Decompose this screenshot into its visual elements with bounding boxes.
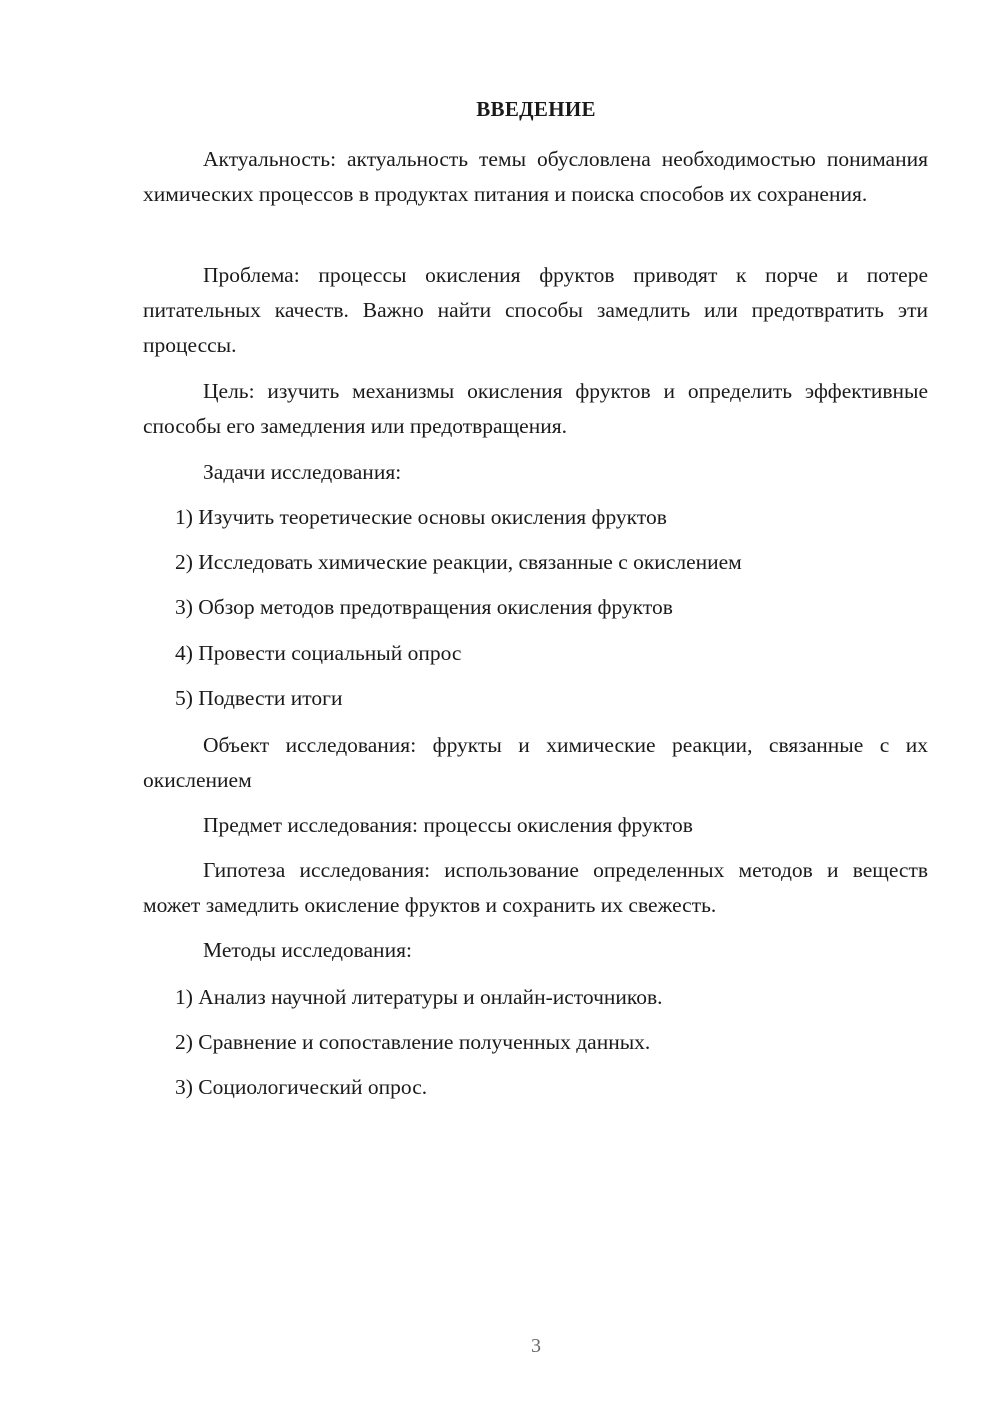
method-item: 1) Анализ научной литературы и онлайн-источников. (175, 985, 663, 1009)
method-item: 3) Социологический опрос. (175, 1075, 428, 1099)
subject-line: Предмет исследования: процессы окисления фруктов (203, 813, 693, 837)
problem-paragraph: Проблема: процессы окисления фруктов приводят к порче и потере питательных качеств. Важно найти способы замедлить или предотвратить эти процессы. (143, 263, 928, 357)
methods-heading: Методы исследования: (203, 938, 412, 962)
task-item: 5) Подвести итоги (175, 686, 343, 710)
task-item: 1) Изучить теоретические основы окисления фруктов (175, 505, 667, 529)
goal-paragraph: Цель: изучить механизмы окисления фруктов и определить эффективные способы его замедления или предотвращения. (143, 379, 928, 438)
relevance-paragraph: Актуальность: актуальность темы обусловлена необходимостью понимания химических процессов в продуктах питания и поиска способов их сохранения. (143, 147, 928, 206)
section-title: ВВЕДЕНИЕ (476, 97, 596, 121)
task-item: 4) Провести социальный опрос (175, 641, 462, 665)
page-number: 3 (531, 1335, 541, 1357)
method-item: 2) Сравнение и сопоставление полученных данных. (175, 1030, 651, 1054)
object-paragraph: Объект исследования: фрукты и химические реакции, связанные с их окислением (143, 733, 928, 792)
task-item: 3) Обзор методов предотвращения окисления фруктов (175, 595, 673, 619)
hypothesis-paragraph: Гипотеза исследования: использование определенных методов и веществ может замедлить окисление фруктов и сохранить их свежесть. (143, 858, 928, 917)
tasks-heading: Задачи исследования: (203, 460, 402, 484)
task-item: 2) Исследовать химические реакции, связанные с окислением (175, 550, 742, 574)
